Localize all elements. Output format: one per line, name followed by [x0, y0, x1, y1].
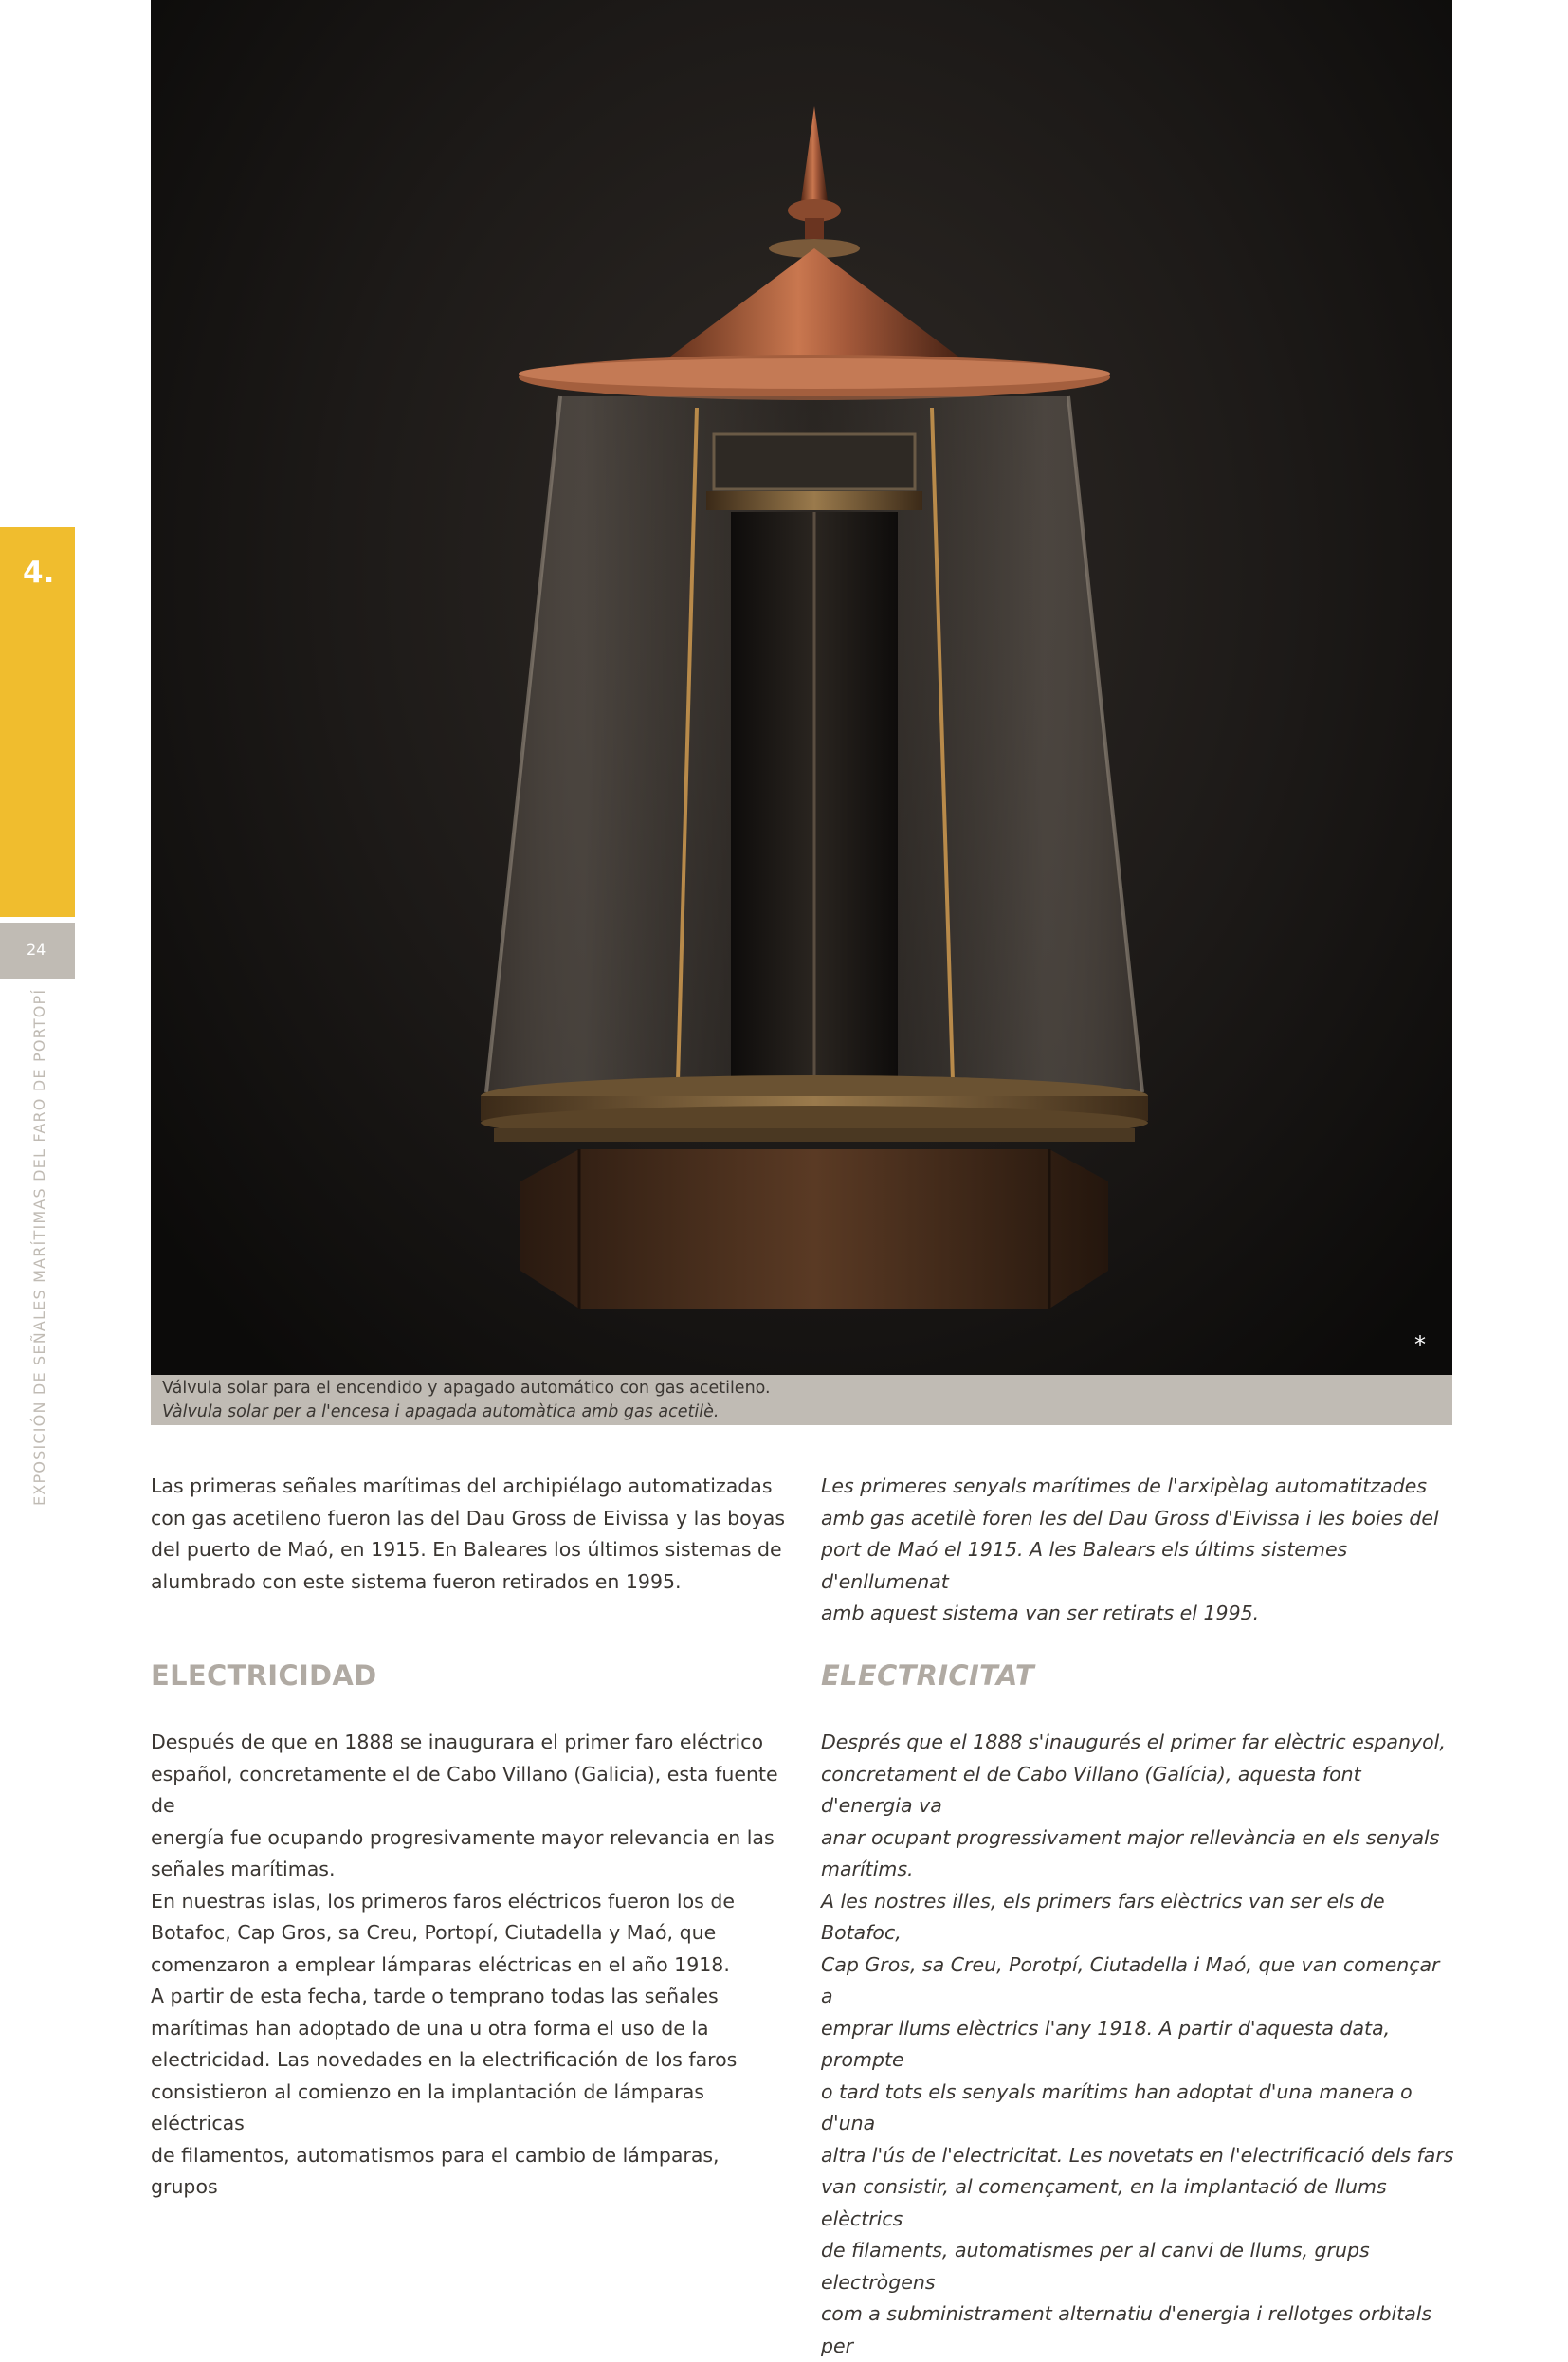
text-line: señales marítimas.: [151, 1858, 336, 1880]
heading-electricitat: ELECTRICITAT: [821, 1659, 1034, 1692]
text-line: marítims.: [821, 1858, 914, 1880]
intro-catalan: [821, 1471, 1456, 1630]
text-line: port de Maó el 1915. A les Balears els últims sistemes d'enllumenat: [821, 1538, 1348, 1593]
text-line: con gas acetileno fueron las del Dau Gross de Eivissa y las boyas: [151, 1506, 786, 1529]
text-line: emprar llums elèctrics l'any 1918. A partir d'aquesta data, prompte: [821, 2016, 1391, 2071]
text-line: En nuestras islas, los primeros faros eléctricos fueron los de: [151, 1889, 735, 1913]
text-line: concretament el de Cabo Villano (Galícia), aquesta font d'energia va: [821, 1762, 1361, 1817]
text-line: o tard tots els senyals marítims han adoptat d'una manera o d'una: [821, 2079, 1413, 2134]
text-line: Después de que en 1888 se inaugurara el primer faro eléctrico: [151, 1730, 764, 1753]
text-line: energía fue ocupando progresivamente mayor relevancia en las: [151, 1825, 775, 1849]
text-line: de filamentos, automatismos para el cambio de lámparas, grupos: [151, 2143, 720, 2198]
text-line: español, concretamente el de Cabo Villano (Galicia), esta fuente de: [151, 1762, 778, 1817]
text-line: Les primeres senyals marítimes de l'arxipèlag automatitzades: [821, 1474, 1427, 1497]
caption-spanish: Válvula solar para el encendido y apagado automático con gas acetileno.: [162, 1379, 771, 1398]
text-line: Després que el 1888 s'inaugurés el primer far elèctric espanyol,: [821, 1730, 1446, 1753]
text-line: altra l'ús de l'electricitat. Les novetats en l'electrificació dels fars: [821, 2143, 1454, 2167]
text-line: alumbrado con este sistema fueron retirados en 1995.: [151, 1569, 682, 1593]
solar-valve-illustration: [151, 0, 1452, 1375]
photo-caption: [151, 1375, 1452, 1425]
text-line: A les nostres illes, els primers fars elèctrics van ser els de Botafoc,: [821, 1889, 1385, 1944]
text-line: amb gas acetilè foren les del Dau Gross d'Eivissa i les boies del: [821, 1506, 1439, 1529]
section-body-spanish: [151, 1727, 786, 2204]
section-body-catalan: [821, 1727, 1456, 2362]
text-line: anar ocupant progressivament major rellevància en els senyals: [821, 1825, 1440, 1849]
text-line: electricidad. Las novedades en la electrificación de los faros: [151, 2048, 738, 2071]
intro-spanish: [151, 1471, 786, 1598]
text-line: marítimas han adoptado de una u otra forma el uso de la: [151, 2016, 709, 2040]
text-line: Las primeras señales marítimas del archipiélago automatizadas: [151, 1474, 773, 1497]
text-line: consistieron al comienzo en la implantación de lámparas eléctricas: [151, 2079, 704, 2134]
text-line: de filaments, automatismes per al canvi de llums, grups electrògens: [821, 2239, 1370, 2294]
photo-solar-valve: [151, 0, 1452, 1375]
text-line: del puerto de Maó, en 1915. En Baleares los últimos sistemas de: [151, 1538, 782, 1561]
publication-title: EXPOSICIÓN DE SEÑALES MARÍTIMAS DEL FARO DE PORTOPÍ: [30, 988, 48, 1506]
text-line: comenzaron a emplear lámparas eléctricas en el año 1918.: [151, 1952, 730, 1976]
photo-credit-mark: *: [1414, 1331, 1426, 1358]
caption-catalan: Vàlvula solar per a l'encesa i apagada automàtica amb gas acetilè.: [162, 1402, 720, 1421]
text-line: van consistir, al començament, en la implantació de llums elèctrics: [821, 2175, 1387, 2230]
text-line: Botafoc, Cap Gros, sa Creu, Portopí, Ciutadella y Maó, que: [151, 1921, 717, 1944]
page-number: 24: [27, 941, 46, 959]
chapter-tab: [0, 527, 75, 917]
text-line: com a subministrament alternatiu d'energia i rellotges orbitals per: [821, 2302, 1432, 2357]
text-line: Cap Gros, sa Creu, Porotpí, Ciutadella i Maó, que van començar a: [821, 1952, 1440, 2007]
text-line: A partir de esta fecha, tarde o temprano todas las señales: [151, 1985, 719, 2007]
text-line: amb aquest sistema van ser retirats el 1995.: [821, 1602, 1260, 1624]
chapter-number: 4.: [23, 556, 55, 590]
page-number-box: [0, 923, 75, 979]
heading-electricidad: ELECTRICIDAD: [151, 1659, 377, 1692]
